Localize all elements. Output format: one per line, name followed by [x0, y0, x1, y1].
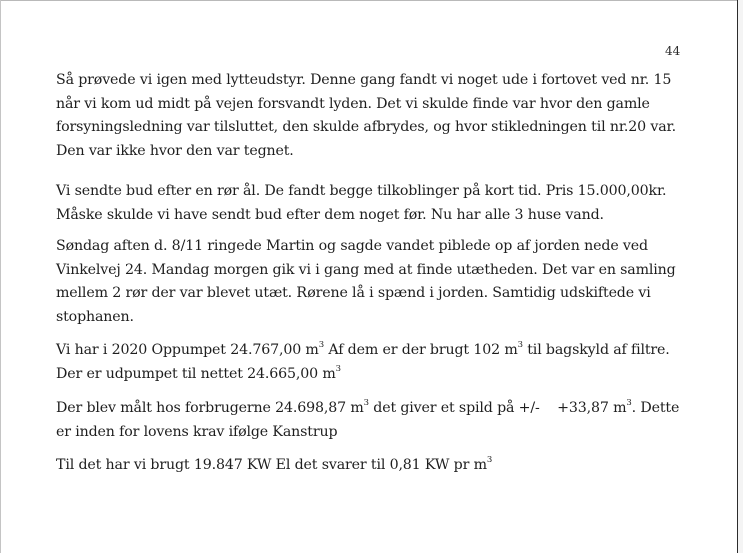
- text-run: til bagskyld af filtre.: [522, 342, 670, 358]
- paragraph-line: Så prøvede vi igen med lytteudstyr. Denne gang fandt vi noget ude i fortovet ved nr. 15: [56, 72, 672, 88]
- paragraph-line: er inden for lovens krav ifølge Kanstrup: [56, 423, 338, 440]
- paragraph-line: Måske skulde vi have sendt bud efter dem noget før. Nu har alle 3 huse vand.: [56, 206, 604, 223]
- paragraph-line: stophanen.: [56, 308, 134, 325]
- page-border-top: [0, 0, 738, 1]
- text-run: Der er udpumpet til nettet 24.665,00 m: [56, 365, 336, 382]
- text-run: Der blev målt hos forbrugerne 24.698,87 m: [56, 400, 364, 416]
- paragraph-line: [56, 397, 679, 421]
- paragraph-4: [56, 339, 670, 386]
- superscript: 3: [486, 455, 493, 466]
- superscript: 3: [626, 398, 632, 409]
- superscript: 3: [318, 340, 325, 351]
- paragraph-line: mellem 2 rør der var blevet utæt. Rørene lå i spænd i jorden. Samtidig udskiftede vi: [56, 285, 651, 301]
- paragraph-2: [56, 180, 666, 227]
- superscript: 3: [363, 398, 369, 409]
- paragraph-line: Den var ikke hvor den var tegnet.: [56, 142, 294, 159]
- text-run: Vi har i 2020 Oppumpet 24.767,00 m: [56, 342, 319, 358]
- text-run: Af dem er der brugt 102 m: [324, 342, 518, 358]
- paragraph-6: [56, 454, 492, 478]
- paragraph-line: Søndag aften d. 8/11 ringede Martin og sagde vandet piblede op af jorden nede ved: [56, 238, 648, 254]
- text-run: . Dette: [631, 400, 680, 416]
- page-margin-strip: [738, 0, 743, 553]
- page-border-left: [0, 0, 1, 553]
- superscript: 3: [517, 340, 523, 351]
- paragraph-5: [56, 397, 679, 444]
- paragraph-line: [56, 339, 670, 363]
- paragraph-line: forsyningsledning var tilsluttet, den skulde afbrydes, og hvor stikledningen til nr.20 var.: [56, 119, 676, 135]
- paragraph-line: Vinkelvej 24. Mandag morgen gik vi i gang med at finde utætheden. Det var en samling: [56, 261, 676, 278]
- paragraph-3: [56, 235, 676, 329]
- paragraph-1: [56, 69, 676, 163]
- paragraph-line: når vi kom ud midt på vejen forsvandt lyden. Det vi skulde finde var hvor den gamle: [56, 95, 650, 112]
- paragraph-line: Vi sendte bud efter en rør ål. De fandt begge tilkoblinger på kort tid. Pris 15.000,00kr.: [56, 183, 667, 199]
- paragraph-line: [56, 454, 492, 478]
- paragraph-line: [56, 363, 670, 387]
- page-number: 44: [665, 44, 681, 58]
- superscript: 3: [335, 363, 341, 374]
- text-run: Til det har vi brugt 19.847 KW El det svarer til 0,81 KW pr m: [56, 457, 487, 473]
- text-run: det giver et spild på +/- +33,87 m: [368, 400, 627, 416]
